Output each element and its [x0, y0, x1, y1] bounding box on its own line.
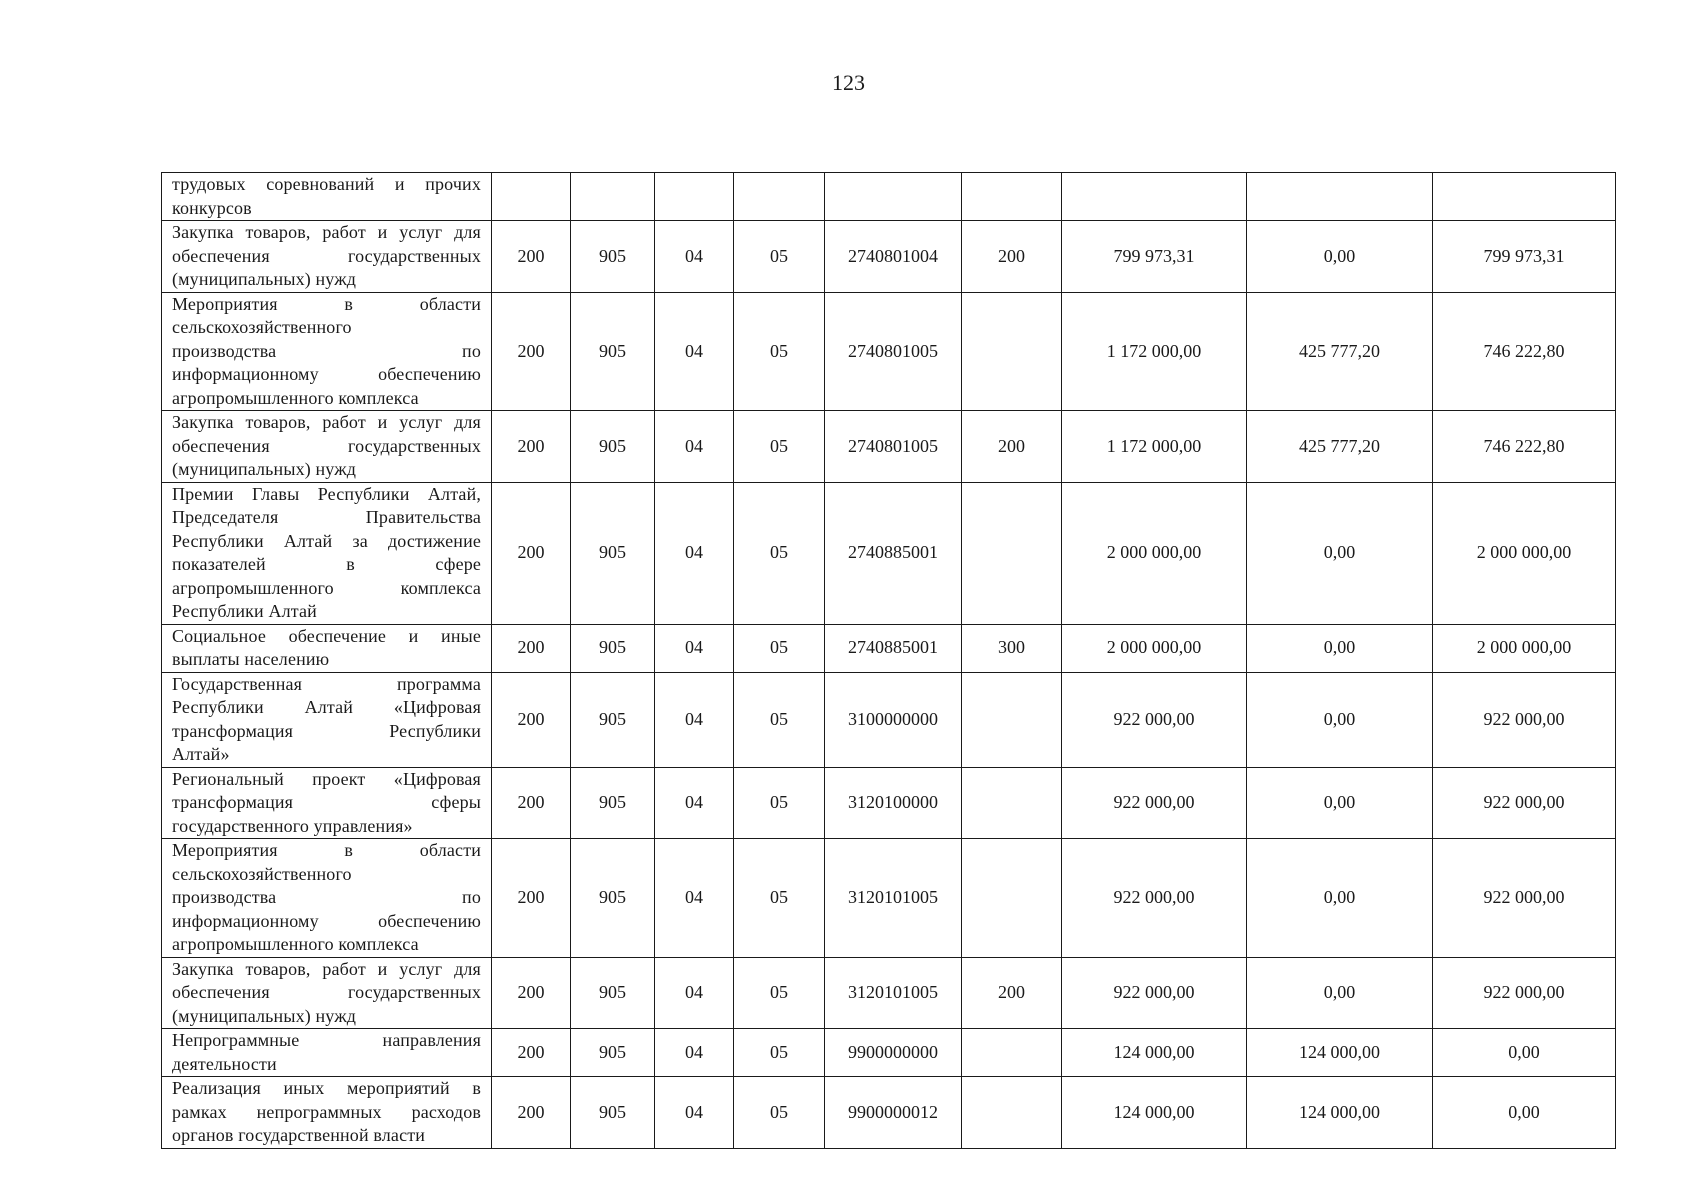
cell-col-8: [1062, 173, 1247, 221]
cell-col-4: 04: [655, 624, 734, 672]
cell-col-10: 0,00: [1433, 1029, 1616, 1077]
row-name-cell: [162, 672, 492, 767]
cell-col-5: 05: [734, 1029, 825, 1077]
cell-col-5: 05: [734, 292, 825, 411]
cell-col-2: 200: [492, 482, 571, 624]
table-row: [162, 624, 1616, 672]
cell-col-10: 799 973,31: [1433, 221, 1616, 293]
row-name-line: производства по: [172, 340, 481, 361]
cell-col-9: 124 000,00: [1247, 1029, 1433, 1077]
cell-col-10: 922 000,00: [1433, 672, 1616, 767]
cell-col-6: [825, 173, 962, 221]
cell-col-9: [1247, 173, 1433, 221]
row-name-line: трансформация сферы: [172, 792, 481, 812]
cell-col-8: 799 973,31: [1062, 221, 1247, 293]
cell-col-5: 05: [734, 221, 825, 293]
table-row: [162, 221, 1616, 293]
cell-col-3: 905: [571, 624, 655, 672]
cell-col-2: [492, 173, 571, 221]
cell-col-3: 905: [571, 411, 655, 483]
cell-col-5: 05: [734, 767, 825, 839]
row-name-cell: [162, 624, 492, 672]
cell-col-2: 200: [492, 624, 571, 672]
row-name-line: Государственная программа: [172, 673, 481, 694]
cell-col-7: 300: [962, 624, 1062, 672]
cell-col-10: 922 000,00: [1433, 957, 1616, 1029]
row-name-line: деятельности: [172, 1053, 277, 1074]
row-name-line: агропромышленного комплекса: [172, 934, 419, 954]
cell-col-10: 0,00: [1433, 1077, 1616, 1149]
cell-col-6: 2740885001: [825, 624, 962, 672]
cell-col-2: 200: [492, 957, 571, 1029]
cell-col-8: 1 172 000,00: [1062, 292, 1247, 411]
cell-col-4: 04: [655, 767, 734, 839]
row-name-line: (муниципальных) нужд: [172, 1005, 357, 1026]
row-name-cell: [162, 839, 492, 958]
cell-col-6: 3120101005: [825, 957, 962, 1029]
cell-col-4: 04: [655, 957, 734, 1029]
row-name-line: обеспечения государственных: [172, 982, 481, 1002]
cell-col-9: 0,00: [1247, 767, 1433, 839]
cell-col-8: 124 000,00: [1062, 1077, 1247, 1149]
cell-col-7: 200: [962, 221, 1062, 293]
row-name-line: производства по: [172, 887, 481, 907]
cell-col-9: 0,00: [1247, 482, 1433, 624]
row-name-line: Закупка товаров, работ и услуг для: [172, 222, 481, 242]
row-name-cell: [162, 957, 492, 1029]
row-name-line: рамках непрограммных расходов: [172, 1101, 481, 1122]
row-name-line: выплаты населению: [172, 649, 330, 669]
cell-col-10: 2 000 000,00: [1433, 482, 1616, 624]
cell-col-6: 9900000012: [825, 1077, 962, 1149]
row-name-cell: [162, 221, 492, 293]
cell-col-2: 200: [492, 839, 571, 958]
row-name-line: трудовых соревнований и прочих: [172, 174, 481, 194]
cell-col-5: 05: [734, 411, 825, 483]
table-row: [162, 839, 1616, 958]
row-name-line: Алтай»: [172, 744, 230, 764]
cell-col-2: 200: [492, 292, 571, 411]
row-name-line: Республики Алтай «Цифровая: [172, 697, 481, 717]
table-row: [162, 672, 1616, 767]
cell-col-9: 425 777,20: [1247, 292, 1433, 411]
cell-col-6: 2740801005: [825, 411, 962, 483]
cell-col-10: 922 000,00: [1433, 767, 1616, 839]
row-name-line: органов государственной власти: [172, 1125, 426, 1145]
cell-col-3: 905: [571, 482, 655, 624]
cell-col-2: 200: [492, 767, 571, 839]
cell-col-7: [962, 292, 1062, 411]
row-name-line: Республики Алтай: [172, 601, 317, 621]
cell-col-8: 1 172 000,00: [1062, 411, 1247, 483]
row-name-line: сельскохозяйственного: [172, 317, 352, 337]
cell-col-6: 2740885001: [825, 482, 962, 624]
row-name-line: сельскохозяйственного: [172, 863, 352, 884]
row-name-line: Реализация иных мероприятий в: [172, 1078, 481, 1098]
cell-col-9: 0,00: [1247, 839, 1433, 958]
cell-col-9: 0,00: [1247, 672, 1433, 767]
cell-col-5: 05: [734, 1077, 825, 1149]
cell-col-5: 05: [734, 839, 825, 958]
row-name-line: Закупка товаров, работ и услуг для: [172, 412, 481, 432]
cell-col-10: 2 000 000,00: [1433, 624, 1616, 672]
cell-col-7: [962, 672, 1062, 767]
cell-col-2: 200: [492, 411, 571, 483]
cell-col-10: 746 222,80: [1433, 411, 1616, 483]
page-number: 123: [832, 70, 865, 95]
row-name-line: государственного управления»: [172, 815, 413, 836]
row-name-line: Мероприятия в области: [172, 293, 481, 314]
cell-col-9: 425 777,20: [1247, 411, 1433, 483]
cell-col-4: 04: [655, 292, 734, 411]
cell-col-6: 9900000000: [825, 1029, 962, 1077]
cell-col-9: 0,00: [1247, 957, 1433, 1029]
cell-col-4: 04: [655, 839, 734, 958]
cell-col-3: [571, 173, 655, 221]
row-name-line: Непрограммные направления: [172, 1030, 481, 1050]
cell-col-4: 04: [655, 482, 734, 624]
cell-col-6: 2740801004: [825, 221, 962, 293]
cell-col-2: 200: [492, 1077, 571, 1149]
cell-col-4: 04: [655, 1029, 734, 1077]
cell-col-10: 922 000,00: [1433, 839, 1616, 958]
row-name-line: обеспечения государственных: [172, 435, 481, 456]
row-name-line: агропромышленного комплекса: [172, 387, 419, 408]
row-name-line: трансформация Республики: [172, 720, 481, 741]
row-name-line: информационному обеспечению: [172, 910, 481, 931]
cell-col-8: 922 000,00: [1062, 839, 1247, 958]
table-row: [162, 957, 1616, 1029]
cell-col-7: [962, 1029, 1062, 1077]
row-name-cell: [162, 482, 492, 624]
table-row: [162, 292, 1616, 411]
cell-col-9: 124 000,00: [1247, 1077, 1433, 1149]
table-row: [162, 1077, 1616, 1149]
cell-col-2: 200: [492, 1029, 571, 1077]
cell-col-3: 905: [571, 1077, 655, 1149]
cell-col-5: [734, 173, 825, 221]
cell-col-10: 746 222,80: [1433, 292, 1616, 411]
cell-col-3: 905: [571, 767, 655, 839]
cell-col-8: 124 000,00: [1062, 1029, 1247, 1077]
row-name-line: (муниципальных) нужд: [172, 459, 357, 479]
cell-col-5: 05: [734, 624, 825, 672]
table-row: [162, 482, 1616, 624]
cell-col-7: [962, 767, 1062, 839]
row-name-line: показателей в сфере: [172, 554, 481, 574]
cell-col-4: 04: [655, 411, 734, 483]
row-name-line: Премии Главы Республики Алтай,: [172, 483, 481, 504]
row-name-cell: [162, 767, 492, 839]
cell-col-7: [962, 173, 1062, 221]
cell-col-7: [962, 1077, 1062, 1149]
cell-col-10: [1433, 173, 1616, 221]
row-name-cell: [162, 411, 492, 483]
row-name-line: Мероприятия в области: [172, 840, 481, 860]
cell-col-4: 04: [655, 672, 734, 767]
table-row: [162, 411, 1616, 483]
cell-col-6: 2740801005: [825, 292, 962, 411]
cell-col-8: 2 000 000,00: [1062, 624, 1247, 672]
table-row: [162, 767, 1616, 839]
cell-col-4: [655, 173, 734, 221]
row-name-cell: [162, 1029, 492, 1077]
cell-col-3: 905: [571, 957, 655, 1029]
cell-col-5: 05: [734, 672, 825, 767]
cell-col-8: 922 000,00: [1062, 957, 1247, 1029]
cell-col-7: 200: [962, 411, 1062, 483]
row-name-cell: [162, 1077, 492, 1149]
row-name-cell: [162, 173, 492, 221]
row-name-cell: [162, 292, 492, 411]
cell-col-2: 200: [492, 221, 571, 293]
budget-table: [161, 172, 1616, 1149]
row-name-line: обеспечения государственных: [172, 245, 481, 266]
cell-col-4: 04: [655, 221, 734, 293]
cell-col-4: 04: [655, 1077, 734, 1149]
cell-col-3: 905: [571, 672, 655, 767]
cell-col-7: 200: [962, 957, 1062, 1029]
cell-col-6: 3120100000: [825, 767, 962, 839]
row-name-line: информационному обеспечению: [172, 364, 481, 384]
row-name-line: Председателя Правительства: [172, 507, 481, 527]
row-name-line: Социальное обеспечение и иные: [172, 625, 481, 646]
cell-col-6: 3100000000: [825, 672, 962, 767]
row-name-line: Закупка товаров, работ и услуг для: [172, 958, 481, 979]
row-name-line: Региональный проект «Цифровая: [172, 768, 481, 789]
cell-col-7: [962, 482, 1062, 624]
cell-col-3: 905: [571, 292, 655, 411]
cell-col-7: [962, 839, 1062, 958]
table-body: [162, 173, 1616, 1149]
row-name-line: Республики Алтай за достижение: [172, 530, 481, 551]
row-name-line: (муниципальных) нужд: [172, 269, 357, 289]
cell-col-3: 905: [571, 221, 655, 293]
row-name-line: агропромышленного комплекса: [172, 577, 481, 598]
cell-col-3: 905: [571, 1029, 655, 1077]
cell-col-5: 05: [734, 482, 825, 624]
table-row: [162, 1029, 1616, 1077]
cell-col-9: 0,00: [1247, 624, 1433, 672]
table-row: [162, 173, 1616, 221]
cell-col-8: 922 000,00: [1062, 672, 1247, 767]
cell-col-8: 2 000 000,00: [1062, 482, 1247, 624]
cell-col-6: 3120101005: [825, 839, 962, 958]
row-name-line: конкурсов: [172, 197, 252, 218]
cell-col-9: 0,00: [1247, 221, 1433, 293]
cell-col-3: 905: [571, 839, 655, 958]
cell-col-5: 05: [734, 957, 825, 1029]
cell-col-8: 922 000,00: [1062, 767, 1247, 839]
cell-col-2: 200: [492, 672, 571, 767]
